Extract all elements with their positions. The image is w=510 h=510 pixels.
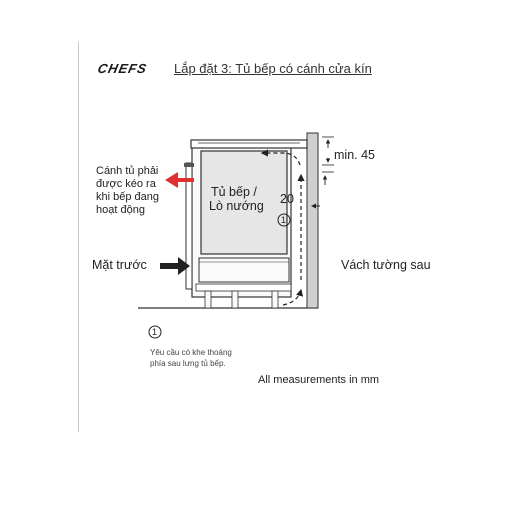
note-line-1: Yêu cầu có khe thoáng <box>150 348 232 357</box>
door-handle <box>184 163 194 167</box>
countertop <box>191 140 307 148</box>
dim-45-label: min. 45 <box>334 148 375 162</box>
cabinet-leg <box>232 291 238 308</box>
door-label-4: hoạt động <box>96 204 145 216</box>
back-wall <box>307 133 318 308</box>
note-marker-number: 1 <box>152 327 158 337</box>
drawer <box>199 258 289 282</box>
dim-20-label: 20 <box>280 192 294 206</box>
oven-label-2: Lò nướng <box>209 199 264 213</box>
page-title: Lắp đặt 3: Tủ bếp có cánh cửa kín <box>174 61 372 76</box>
front-label: Mặt trước <box>92 258 147 272</box>
door-label-1: Cánh tủ phải <box>96 165 159 177</box>
cabinet-leg <box>205 291 211 308</box>
oven-label-1: Tủ bếp / <box>211 185 257 199</box>
brand-logo: CHEFS <box>96 61 149 76</box>
door-label-2: được kéo ra <box>96 178 156 190</box>
plinth <box>196 284 291 291</box>
ventilation-note <box>150 347 232 369</box>
cabinet-leg <box>272 291 278 308</box>
note-line-2: phía sau lưng tủ bếp. <box>150 359 226 368</box>
measurements-note: All measurements in mm <box>258 374 380 386</box>
marker-number: 1 <box>281 215 287 225</box>
door-label-3: khi bếp đang <box>96 191 159 203</box>
wall-label: Vách tường sau <box>341 258 431 272</box>
